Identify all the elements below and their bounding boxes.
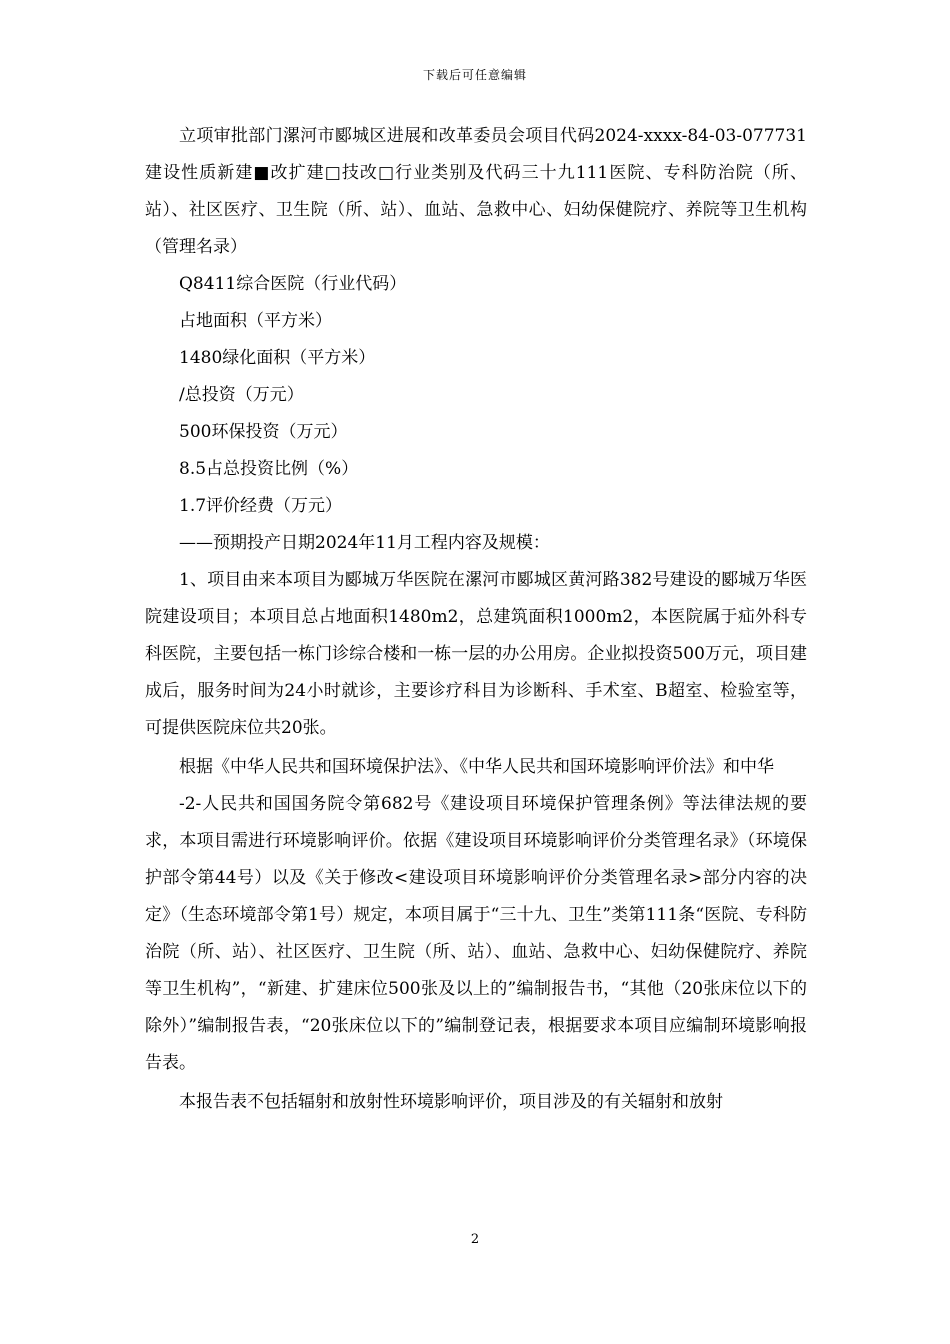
paragraph-total-investment: /总投资（万元） [179, 385, 304, 405]
paragraph-legal-basis: 根据《中华人民共和国环境保护法》、《中华人民共和国环境影响评价法》和中华 [179, 757, 774, 777]
page-number: 2 [470, 1232, 480, 1247]
paragraph-land-area: 占地面积（平方米） [179, 311, 332, 331]
page-header-note: 下载后可任意编辑 [422, 68, 527, 82]
paragraph-project-info: 立项审批部门漯河市郾城区进展和改革委员会项目代码2024-xxxx-84-03-077731建设性质新建■改扩建□技改□行业类别及代码三十九111医院、专科防治院（所、站）、社区医疗、卫生院（所、站）、血站、急救中心、妇幼保健院疗、养院等卫生机构（管理名录） [145, 126, 807, 257]
paragraph-evaluation-fee: 1.7评价经费（万元） [179, 496, 343, 516]
paragraph-env-investment: 500环保投资（万元） [179, 422, 348, 442]
paragraph-regulations: -2-人民共和国国务院令第682号《建设项目环境保护管理条例》等法律法规的要求，本项目需进行环境影响评价。依据《建设项目环境影响评价分类管理名录》（环境保护部令第44号）以及《关于修改<建设项目环境影响评价分类管理名录>部分内容的决定》（生态环境部令第1号）规定，本项目属于“三十九、卫生”类第111条“医院、专科防治院（所、站）、社区医疗、卫生院（所、站）、血站、急救中心、妇幼保健院疗、养院等卫生机构”，“新建、扩建床位500张及以上的”编制报告书，“其他（20张床位以下的除外）”编制报告表，“20张床位以下的”编制登记表，根据要求本项目应编制环境影响报告表。 [145, 794, 807, 1073]
paragraph-industry-code: Q8411综合医院（行业代码） [179, 274, 407, 294]
paragraph-radiation-note: 本报告表不包括辐射和放射性环境影响评价，项目涉及的有关辐射和放射 [179, 1092, 723, 1112]
paragraph-green-area: 1480绿化面积（平方米） [179, 348, 376, 368]
paragraph-production-date: ——预期投产日期2024年11月工程内容及规模： [179, 533, 550, 553]
paragraph-investment-ratio: 8.5占总投资比例（%） [179, 459, 359, 479]
document-body [145, 118, 807, 1121]
paragraph-project-origin: 1、项目由来本项目为郾城万华医院在漯河市郾城区黄河路382号建设的郾城万华医院建设项目；本项目总占地面积1480m2，总建筑面积1000m2，本医院属于疝外科专科医院，主要包括一栋门诊综合楼和一栋一层的办公用房。企业拟投资500万元，项目建成后，服务时间为24小时就诊，主要诊疗科目为诊断科、手术室、B超室、检验室等，可提供医院床位共20张。 [145, 570, 807, 738]
